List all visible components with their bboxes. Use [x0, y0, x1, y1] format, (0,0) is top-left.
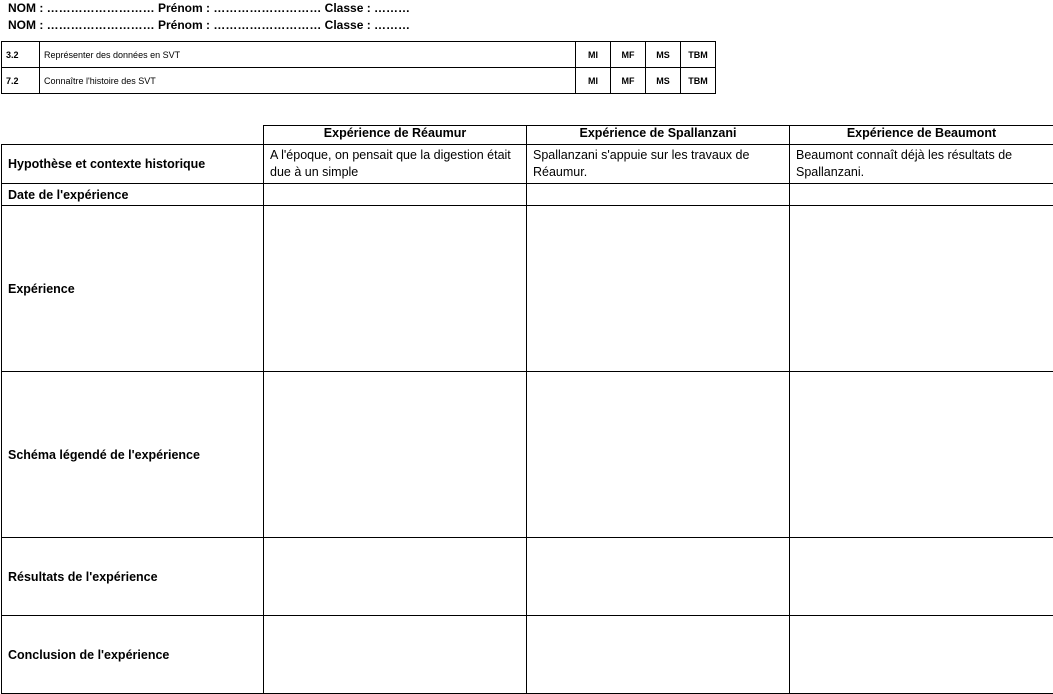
- cell-conclusion-beaumont[interactable]: [790, 616, 1053, 694]
- cell-schema-reaumur[interactable]: [264, 372, 527, 538]
- level-ms[interactable]: MS: [646, 42, 681, 68]
- row-label-results: Résultats de l'expérience: [2, 538, 264, 616]
- row-date: [2, 184, 1053, 206]
- row-results: [2, 538, 1053, 616]
- cell-date-reaumur[interactable]: [264, 184, 527, 206]
- cell-date-spallanzani[interactable]: [527, 184, 790, 206]
- skill-row: [2, 68, 716, 94]
- skill-row: [2, 42, 716, 68]
- row-conclusion: [2, 616, 1053, 694]
- row-hypothesis: [2, 145, 1053, 184]
- column-header-beaumont: Expérience de Beaumont: [790, 126, 1053, 145]
- level-ms[interactable]: MS: [646, 68, 681, 94]
- cell-experiment-reaumur[interactable]: [264, 206, 527, 372]
- student-header: [8, 0, 410, 34]
- cell-results-beaumont[interactable]: [790, 538, 1053, 616]
- experiments-table: [1, 125, 1053, 694]
- cell-conclusion-spallanzani[interactable]: [527, 616, 790, 694]
- row-label-hypothesis: Hypothèse et contexte historique: [2, 145, 264, 184]
- skill-code: 7.2: [2, 68, 40, 94]
- cell-experiment-spallanzani[interactable]: [527, 206, 790, 372]
- row-label-schema: Schéma légendé de l'expérience: [2, 372, 264, 538]
- cell-results-reaumur[interactable]: [264, 538, 527, 616]
- skill-code: 3.2: [2, 42, 40, 68]
- column-header-spallanzani: Expérience de Spallanzani: [527, 126, 790, 145]
- level-tbm[interactable]: TBM: [681, 68, 716, 94]
- cell-conclusion-reaumur[interactable]: [264, 616, 527, 694]
- row-schema: [2, 372, 1053, 538]
- cell-date-beaumont[interactable]: [790, 184, 1053, 206]
- cell-experiment-beaumont[interactable]: [790, 206, 1053, 372]
- cell-results-spallanzani[interactable]: [527, 538, 790, 616]
- cell-hypothesis-beaumont[interactable]: Beaumont connaît déjà les résultats de Spallanzani.: [790, 145, 1053, 184]
- cell-hypothesis-reaumur[interactable]: A l'époque, on pensait que la digestion était due à un simple: [264, 145, 527, 184]
- empty-corner-cell: [2, 126, 264, 145]
- cell-hypothesis-spallanzani[interactable]: Spallanzani s'appuie sur les travaux de Réaumur.: [527, 145, 790, 184]
- student-info-line-1: NOM : ……………………… Prénom : ……………………… Classe : ………: [8, 0, 410, 17]
- level-mf[interactable]: MF: [611, 42, 646, 68]
- column-header-row: [2, 126, 1053, 145]
- skill-label: Connaître l'histoire des SVT: [40, 68, 576, 94]
- student-info-line-2: NOM : ……………………… Prénom : ……………………… Classe : ………: [8, 17, 410, 34]
- level-mi[interactable]: MI: [576, 68, 611, 94]
- row-label-conclusion: Conclusion de l'expérience: [2, 616, 264, 694]
- level-mf[interactable]: MF: [611, 68, 646, 94]
- cell-schema-beaumont[interactable]: [790, 372, 1053, 538]
- cell-schema-spallanzani[interactable]: [527, 372, 790, 538]
- column-header-reaumur: Expérience de Réaumur: [264, 126, 527, 145]
- level-mi[interactable]: MI: [576, 42, 611, 68]
- skill-label: Représenter des données en SVT: [40, 42, 576, 68]
- row-label-experiment: Expérience: [2, 206, 264, 372]
- level-tbm[interactable]: TBM: [681, 42, 716, 68]
- skills-table: [1, 41, 716, 94]
- row-experiment: [2, 206, 1053, 372]
- row-label-date: Date de l'expérience: [2, 184, 264, 206]
